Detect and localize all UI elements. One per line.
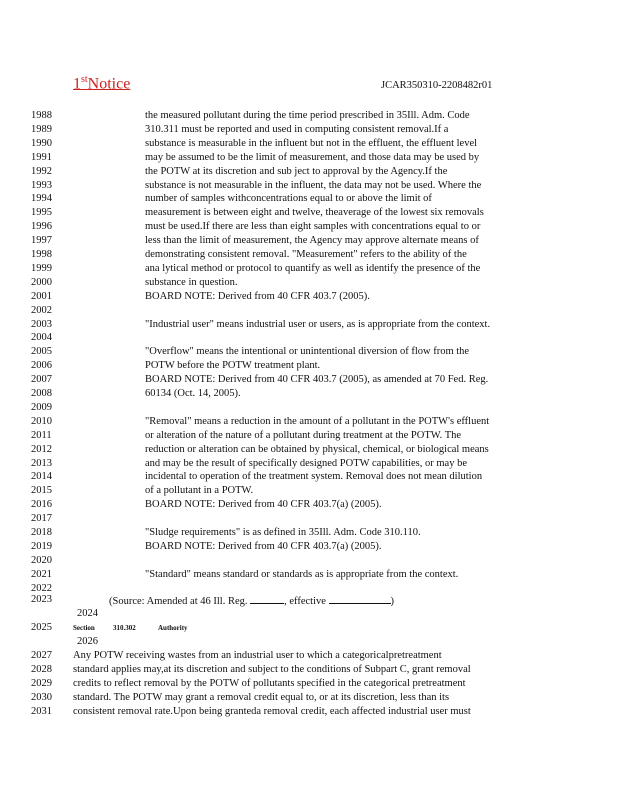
line-number: 1990: [31, 137, 52, 149]
line-number: 2030: [31, 691, 52, 703]
line-text: the POTW at its discretion and sub ject to approval by the Agency.If the: [145, 165, 448, 177]
line-text: credits to reflect removal by the POTW of pollutants specified in the categorical pretreatment: [73, 677, 466, 689]
line-number: 2028: [31, 663, 52, 675]
line-number: 2024: [77, 608, 98, 619]
line-number: 2013: [31, 457, 52, 469]
line-number: 2000: [31, 276, 52, 288]
register-blank: [250, 593, 284, 604]
line-number: 1992: [31, 165, 52, 177]
line-number: 1991: [31, 151, 52, 163]
line-number: 2005: [31, 346, 52, 358]
line-number: 2020: [31, 554, 52, 566]
line-text: POTW before the POTW treatment plant.: [145, 360, 321, 372]
line-number: 2010: [31, 415, 52, 427]
line-number: 2025: [31, 622, 52, 633]
line-number: 2026: [77, 636, 98, 647]
line-number: 2008: [31, 388, 52, 399]
line-text: substance is not measurable in the influent, the data may not be used. Where the: [145, 179, 482, 191]
line-text: may be assumed to be the limit of measurement, and those data may be used by: [145, 151, 480, 163]
line-text: standard applies may,at its discretion and subject to the conditions of Subpart C, grant removal: [73, 663, 471, 675]
line-number: 1999: [31, 262, 52, 274]
line-number: 2021: [31, 568, 52, 580]
line-text: "Removal" means a reduction in the amount of a pollutant in the POTW's effluent: [145, 415, 490, 427]
line-text: standard. The POTW may grant a removal credit equal to, or at its discretion, less than its: [73, 691, 450, 703]
line-number: 1998: [31, 249, 52, 260]
line-text: number of samples withconcentrations equal to or above the limit of: [145, 193, 432, 205]
line-number: 2031: [31, 705, 52, 717]
line-number: 1997: [31, 235, 52, 247]
line-text: or alteration of the nature of a pollutant during treatment at the POTW. The: [145, 429, 462, 441]
source-note: [109, 593, 394, 607]
line-text: consistent removal rate.Upon being granteda removal credit, each affected industrial user must: [73, 705, 471, 717]
line-number: 1988: [31, 110, 52, 121]
line-number: 1996: [31, 221, 52, 233]
section-label: Section: [73, 624, 95, 632]
effective-date-blank: [329, 593, 391, 604]
line-number: 2009: [31, 401, 52, 413]
document-id: JCAR350310-2208482r01: [381, 80, 493, 91]
notice-label: 1stNotice: [73, 74, 131, 93]
line-text: ana lytical method or protocol to quantify as well as identify the presence of the: [145, 262, 481, 274]
line-number: 2012: [31, 443, 52, 455]
line-text: must be used.If there are less than eight samples with concentrations equal to or: [145, 221, 481, 233]
line-text: of a pollutant in a POTW.: [145, 485, 254, 497]
line-number: 2022: [31, 582, 52, 594]
line-number: 2017: [31, 513, 52, 525]
section-number: 310.302: [113, 624, 136, 632]
line-text: the measured pollutant during the time period prescribed in 35Ill. Adm. Code: [145, 110, 470, 121]
line-text: "Sludge requirements" is as defined in 35Ill. Adm. Code 310.110.: [145, 527, 421, 538]
line-number: 2006: [31, 360, 52, 372]
line-number: 1994: [31, 193, 52, 205]
line-number: 2029: [31, 677, 52, 689]
line-text: and may be the result of specifically designed POTW capabilities, or may be: [145, 457, 467, 469]
line-text: BOARD NOTE: Derived from 40 CFR 403.7(a) (2005).: [145, 499, 382, 511]
line-number: 1993: [31, 179, 52, 191]
line-text: less than the limit of measurement, the Agency may approve alternate means of: [145, 235, 479, 247]
line-text: BOARD NOTE: Derived from 40 CFR 403.7 (2005), as amended at 70 Fed. Reg.: [145, 374, 489, 386]
line-number: 1995: [31, 207, 52, 219]
line-text: "Industrial user" means industrial user or users, as is appropriate from the context.: [145, 318, 491, 330]
line-number: 2019: [31, 540, 52, 552]
line-text: Any POTW receiving wastes from an industrial user to which a categoricalpretreatment: [73, 650, 442, 661]
line-number: 2004: [31, 332, 52, 344]
line-number: 2003: [31, 318, 52, 330]
line-number: 2011: [31, 429, 52, 441]
line-text: 310.311 must be reported and used in computing consistent removal.If a: [145, 123, 449, 135]
source-note-text: (Source: Amended at 46 Ill. Reg.: [109, 596, 248, 607]
line-number: 2007: [31, 374, 52, 386]
line-text: 60134 (Oct. 14, 2005).: [145, 388, 241, 399]
line-text: reduction or alteration can be obtained by physical, chemical, or biological means: [145, 443, 489, 455]
line-number: 2027: [31, 650, 52, 661]
source-note-effective: , effective: [284, 596, 326, 607]
line-text: "Standard" means standard or standards as is appropriate from the context.: [145, 568, 459, 580]
line-text: BOARD NOTE: Derived from 40 CFR 403.7 (2005).: [145, 290, 370, 302]
line-number: 1989: [31, 123, 52, 135]
line-text: substance is measurable in the influent but not in the effluent, the effluent level: [145, 137, 478, 149]
line-number: 2018: [31, 527, 52, 538]
line-text: demonstrating consistent removal. "Measurement" refers to the ability of the: [145, 249, 467, 260]
line-text: incidental to operation of the treatment system. Removal does not mean dilution: [145, 471, 483, 483]
line-text: measurement is between eight and twelve, theaverage of the lowest six removals: [145, 207, 484, 219]
source-note-close: ): [390, 596, 395, 607]
line-text: "Overflow" means the intentional or unintentional diversion of flow from the: [145, 346, 470, 358]
line-text: BOARD NOTE: Derived from 40 CFR 403.7(a) (2005).: [145, 540, 382, 552]
line-number: 2014: [31, 471, 52, 483]
line-number: 2015: [31, 485, 52, 497]
line-number: 2001: [31, 290, 52, 302]
section-title: Authority: [158, 624, 188, 632]
line-number: 2016: [31, 499, 52, 511]
line-number: 2002: [31, 304, 52, 316]
line-number: 2023: [31, 594, 52, 605]
line-text: substance in question.: [145, 276, 238, 288]
